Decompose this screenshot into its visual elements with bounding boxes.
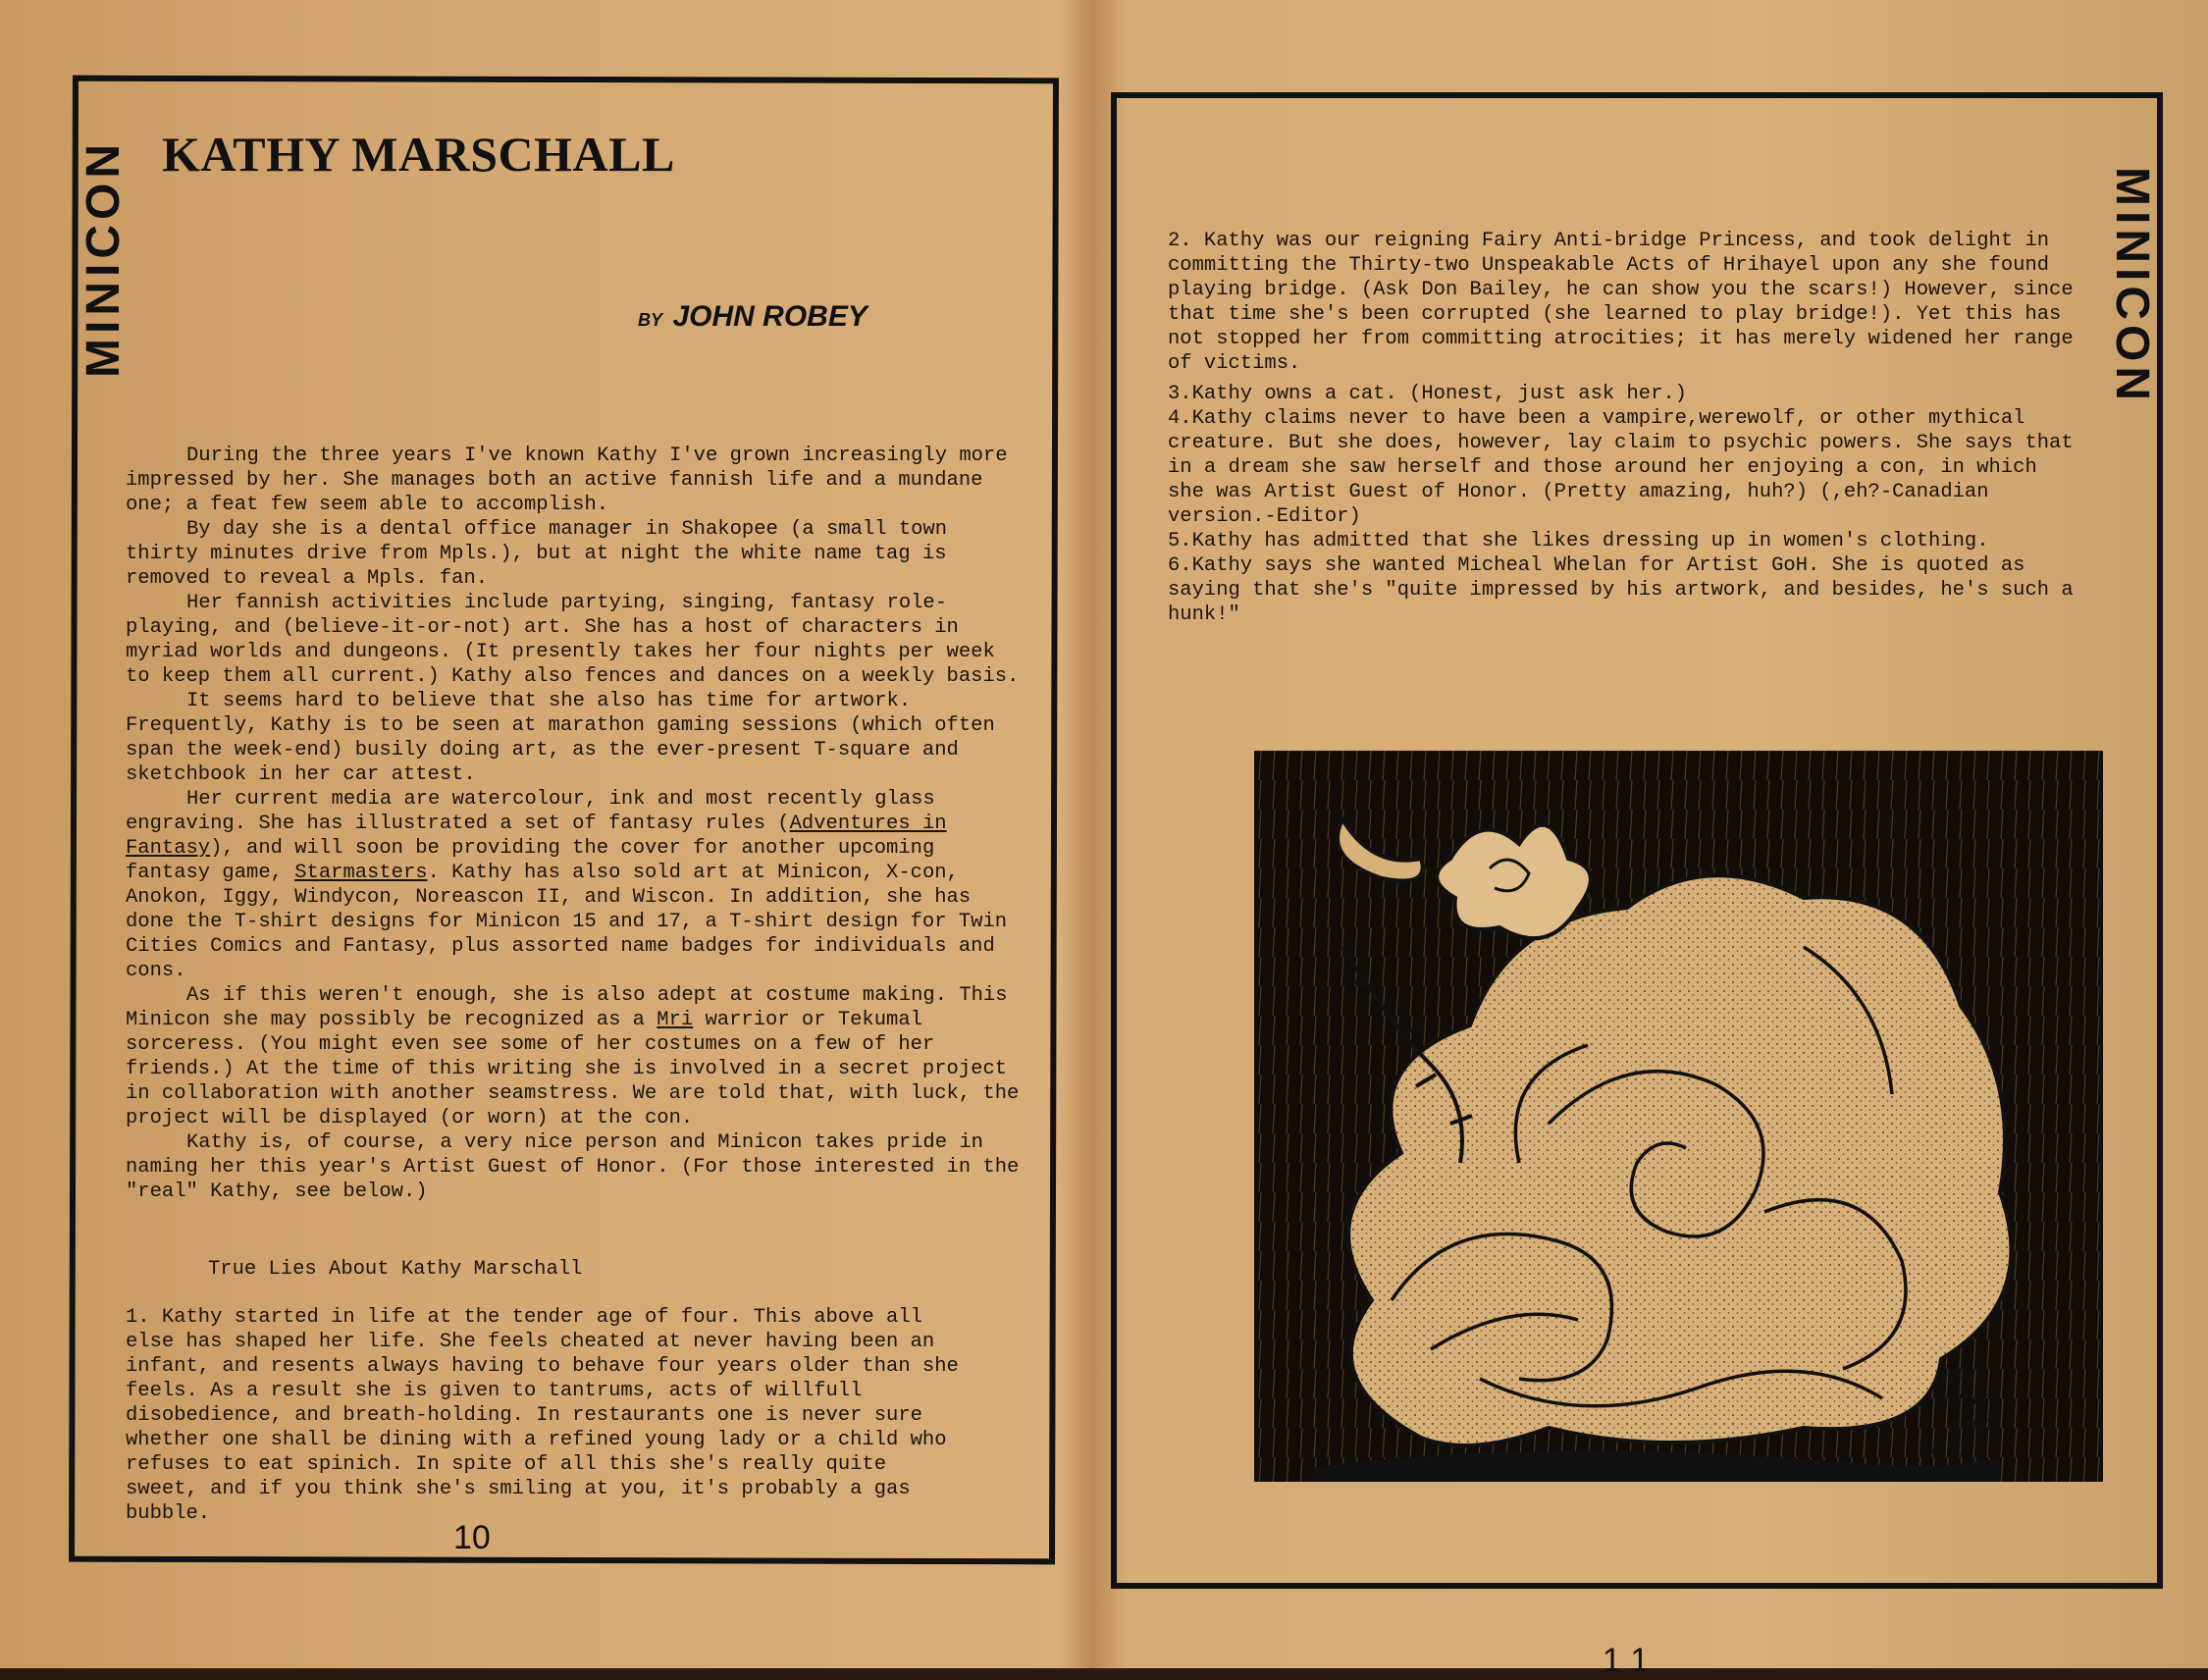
title-starmasters: Starmasters xyxy=(294,862,428,884)
paragraph: Kathy is, of course, a very nice person and Minicon takes pride in naming her this year's Artist Guest of Honor. (For those interested in the "real" Kathy, see below.) xyxy=(126,1131,1020,1203)
text-run: As if this weren't enough, she is also adept at costume making. This Minicon she may possibly be recognized as a xyxy=(126,984,1008,1031)
byline-author: JOHN ROBEY xyxy=(672,300,867,333)
lie-item: 5.Kathy has admitted that she likes dressing up in women's clothing. xyxy=(1168,530,1989,552)
lie-1 xyxy=(126,1305,970,1526)
illustration-svg xyxy=(1254,751,2103,1482)
paragraph: It seems hard to believe that she also has time for artwork. Frequently, Kathy is to be seen at marathon gaming sessions (which often span the week-end) busily doing art, as the ever-present T-square and sketchbook in her car attest. xyxy=(126,690,995,786)
paragraph: Her fannish activities include partying, singing, fantasy role-playing, and (believe-it-or-not) art. She has a host of characters in myriad worlds and dungeons. (It presently takes her four nights per week to keep them all current.) Kathy also fences and dances on a weekly basis. xyxy=(126,592,1020,688)
right-page xyxy=(1089,0,2208,1679)
lie-item: 4.Kathy claims never to have been a vampire,werewolf, or other mythical creature. But she does, however, lay claim to psychic powers. She says that in a dream she saw herself and those around her enjoying a con, in which she was Artist Guest of Honor. (Pretty amazing, huh?) (,eh?-Canadian version.-Editor) xyxy=(1168,407,2074,528)
title-adventures-in-fantasy: Adventures in Fantasy xyxy=(126,813,947,860)
text-run: ), and will soon be providing the cover for another upcoming fantasy game, xyxy=(126,837,935,884)
page-number-right: 11 xyxy=(1603,1642,1661,1679)
text-run: Her current media are watercolour, ink and most recently glass engraving. She has illustrated a set of fantasy rules ( xyxy=(126,788,935,835)
byline xyxy=(638,300,867,334)
creature-illustration xyxy=(1254,751,2103,1482)
signature-line: c 81 xyxy=(1931,1436,1969,1460)
signature-line: woods xyxy=(1946,1410,2002,1435)
left-page xyxy=(0,0,1089,1668)
text-run: warrior or Tekumal sorceress. (You might even see some of her costumes on a few of her friends.) At the time of this writing she is involved in a secret project in collaboration with another seamstress. We are told that, with luck, the project will be displayed (or worn) at the con. xyxy=(126,1009,1020,1129)
signature-line: hanke xyxy=(1941,1385,1993,1409)
lie-item: 1. Kathy started in life at the tender age of four. This above all else has shaped her life. She feels cheated at never having been an infant, and resents always having to behave four years older than she feels. As a result she is given to tantrums, acts of willfull disobedience, and breath-holding. In restaurants one is never sure whether one shall be dining with a refined young lady or a child who refuses to eat spinich. In spite of all this she's really quite sweet, and if you think she's smiling at you, it's probably a gas bubble. xyxy=(126,1306,959,1525)
article-title: KATHY MARSCHALL xyxy=(162,127,675,182)
page-number-left: 10 xyxy=(453,1519,491,1556)
lie-item: 2. Kathy was our reigning Fairy Anti-bridge Princess, and took delight in committing the Thirty-two Unspeakable Acts of Hrihayel upon any she found playing bridge. (Ask Don Bailey, he can show you the scars!) However, since that time she's been corrupted (she learned to play bridge!). Yet this has not stopped her from committing atrocities; it has merely widened her range of victims. xyxy=(1168,230,2074,375)
article-body xyxy=(126,444,1028,1204)
paragraph-costumes xyxy=(126,983,1028,1130)
minicon-side-label: MINICON xyxy=(78,139,130,378)
right-page-border xyxy=(1111,92,2163,1679)
lies-list xyxy=(1168,229,2080,633)
byline-prefix: BY xyxy=(638,310,663,330)
paragraph: By day she is a dental office manager in Shakopee (a small town thirty minutes drive from Mpls.), but at night the white name tag is removed to reveal a Mpls. fan. xyxy=(126,518,948,590)
lie-item: 6.Kathy says she wanted Micheal Whelan for Artist GoH. She is quoted as saying that she's "quite impressed by his artwork, and besides, he's such a hunk!" xyxy=(1168,554,2074,626)
minicon-side-label: MINICON xyxy=(2106,167,2158,405)
paragraph-media xyxy=(126,787,1028,983)
title-mri: Mri xyxy=(657,1009,694,1031)
lie-item: 3.Kathy owns a cat. (Honest, just ask her.) xyxy=(1168,383,1687,405)
paragraph: During the three years I've known Kathy I've grown increasingly more impressed by her. She manages both an active fannish life and a mundane one; a feat few seem able to accomplish. xyxy=(126,445,1008,516)
signature-line: joan xyxy=(1941,1359,1980,1384)
lies-heading: True Lies About Kathy Marschall xyxy=(208,1258,583,1281)
text-run: . Kathy has also sold art at Minicon, X-con, Anokon, Iggy, Windycon, Noreascon II, and Wiscon. In addition, she has done the T-shirt designs for Minicon 15 and 17, a T-shirt design for Twin Cities Comics and Fantasy, plus assorted name badges for individuals and cons. xyxy=(126,862,1008,982)
